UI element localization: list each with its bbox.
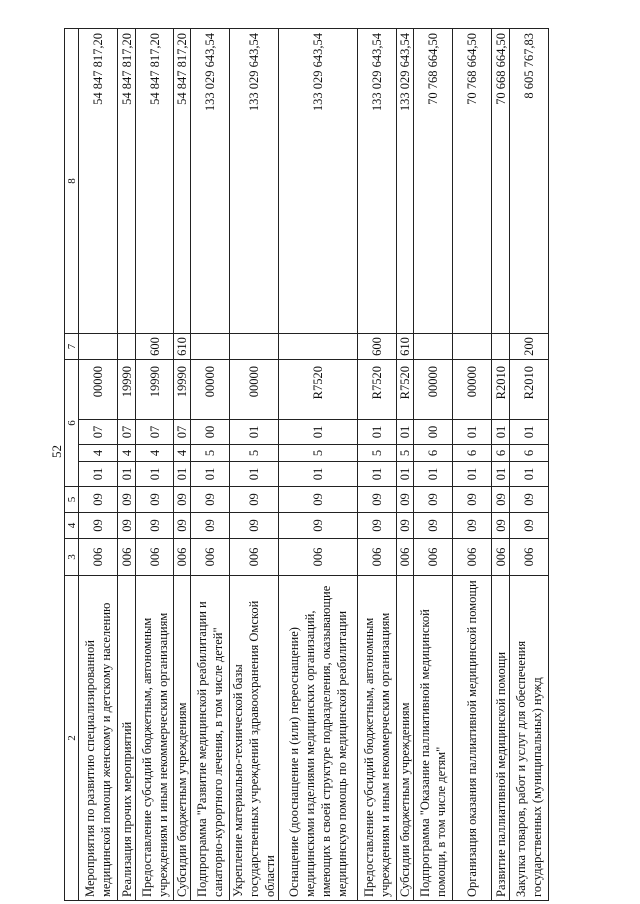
col-5-code: 09 [358, 487, 397, 513]
row-name: Предоставление субсидий бюджетным, автономным учреждениям и иным некоммерческим организациям [136, 576, 174, 901]
row-name: Развитие паллиативной медицинской помощи [492, 576, 510, 901]
row-amount: 133 029 643,54 [397, 29, 414, 334]
budget-table [64, 28, 549, 901]
target-code-part: 01 [279, 462, 358, 487]
row-name: Подпрограмма "Развитие медицинской реабилитации и санаторно-курортного лечения, в том числе детей" [191, 576, 230, 901]
col-7-code [118, 334, 136, 360]
target-code-part: 4 [174, 445, 191, 462]
target-code-part: 01 [492, 420, 510, 445]
target-code-part: 01 [510, 462, 549, 487]
header-cell: 3 [65, 539, 79, 576]
col-4-code: 09 [230, 513, 279, 539]
col-3-code: 006 [174, 539, 191, 576]
col-4-code: 09 [510, 513, 549, 539]
col-5-code: 09 [174, 487, 191, 513]
target-code-part: 4 [118, 445, 136, 462]
col-5-code: 09 [118, 487, 136, 513]
col-5-code: 09 [279, 487, 358, 513]
col-7-code [279, 334, 358, 360]
col-5-code: 09 [136, 487, 174, 513]
col-7-code [191, 334, 230, 360]
col-4-code: 09 [79, 513, 118, 539]
row-amount: 133 029 643,54 [279, 29, 358, 334]
col-3-code: 006 [358, 539, 397, 576]
page-number: 52 [49, 445, 64, 458]
row-name: Закупка товаров, работ и услуг для обеспечения государственных (муниципальных) нужд [510, 576, 549, 901]
target-code-part: R2010 [492, 360, 510, 420]
col-4-code: 09 [492, 513, 510, 539]
target-code-part: 5 [230, 445, 279, 462]
target-code-part: 6 [414, 445, 453, 462]
target-code-part: 00000 [414, 360, 453, 420]
row-amount: 54 847 817,20 [174, 29, 191, 334]
row-name: Организация оказания паллиативной медицинской помощи [453, 576, 492, 901]
target-code-part: 01 [358, 462, 397, 487]
table-row [358, 29, 397, 901]
target-code-part: 01 [453, 462, 492, 487]
target-code-part: R7520 [358, 360, 397, 420]
row-name: Субсидии бюджетным учреждениям [397, 576, 414, 901]
target-code-part: R2010 [510, 360, 549, 420]
target-code-part: 01 [230, 462, 279, 487]
target-code-part: 01 [397, 462, 414, 487]
target-code-part: 01 [136, 462, 174, 487]
col-5-code: 09 [414, 487, 453, 513]
row-amount: 70 768 664,50 [414, 29, 453, 334]
target-code-part: 19990 [118, 360, 136, 420]
target-code-part: 01 [492, 462, 510, 487]
target-code-part: 00000 [230, 360, 279, 420]
col-5-code: 09 [230, 487, 279, 513]
table-row [174, 29, 191, 901]
table-row [397, 29, 414, 901]
col-3-code: 006 [453, 539, 492, 576]
header-cell: 8 [65, 29, 79, 334]
col-3-code: 006 [397, 539, 414, 576]
target-code-part: 6 [453, 445, 492, 462]
table-row [79, 29, 118, 901]
header-cell: 6 [65, 360, 79, 487]
col-4-code: 09 [191, 513, 230, 539]
row-amount: 133 029 643,54 [230, 29, 279, 334]
target-code-part: 5 [358, 445, 397, 462]
col-4-code: 09 [174, 513, 191, 539]
col-3-code: 006 [79, 539, 118, 576]
target-code-part: 00000 [79, 360, 118, 420]
header-cell: 5 [65, 487, 79, 513]
target-code-part: 01 [118, 462, 136, 487]
col-3-code: 006 [279, 539, 358, 576]
col-4-code: 09 [279, 513, 358, 539]
row-name: Субсидии бюджетным учреждениям [174, 576, 191, 901]
col-7-code: 610 [397, 334, 414, 360]
col-4-code: 09 [397, 513, 414, 539]
row-amount: 70 768 664,50 [453, 29, 492, 334]
target-code-part: 6 [492, 445, 510, 462]
row-amount: 54 847 817,20 [118, 29, 136, 334]
row-name: Укрепление материально-технической базы государственных учреждений здравоохранения Омской области [230, 576, 279, 901]
col-7-code: 600 [136, 334, 174, 360]
target-code-part: 01 [79, 462, 118, 487]
table-row [279, 29, 358, 901]
col-7-code [79, 334, 118, 360]
col-7-code: 600 [358, 334, 397, 360]
row-name: Подпрограмма "Оказание паллиативной медицинской помощи, в том числе детям" [414, 576, 453, 901]
col-3-code: 006 [492, 539, 510, 576]
target-code-part: R7520 [397, 360, 414, 420]
target-code-part: 01 [414, 462, 453, 487]
col-3-code: 006 [191, 539, 230, 576]
table-row [414, 29, 453, 901]
target-code-part: 5 [279, 445, 358, 462]
target-code-part: 6 [510, 445, 549, 462]
table-header-row [65, 29, 79, 901]
header-cell: 2 [65, 576, 79, 901]
header-cell: 4 [65, 513, 79, 539]
target-code-part: 5 [191, 445, 230, 462]
col-4-code: 09 [136, 513, 174, 539]
target-code-part: 00000 [191, 360, 230, 420]
table-row [510, 29, 549, 901]
col-5-code: 09 [397, 487, 414, 513]
col-3-code: 006 [510, 539, 549, 576]
target-code-part: 01 [510, 420, 549, 445]
table-row [492, 29, 510, 901]
table-row [230, 29, 279, 901]
col-3-code: 006 [136, 539, 174, 576]
col-4-code: 09 [118, 513, 136, 539]
target-code-part: 4 [136, 445, 174, 462]
target-code-part: 07 [136, 420, 174, 445]
table-row [191, 29, 230, 901]
target-code-part: 01 [279, 420, 358, 445]
target-code-part: 01 [453, 420, 492, 445]
row-name: Предоставление субсидий бюджетным, автономным учреждениям и иным некоммерческим организациям [358, 576, 397, 901]
target-code-part: 01 [230, 420, 279, 445]
row-name: Оснащение (дооснащение и (или) переоснащение) медицинскими изделиями медицинских организаций, имеющих в своей структуре подразделения, оказывающие медицинскую помощь по медицинской реабилитации [279, 576, 358, 901]
col-7-code [453, 334, 492, 360]
target-code-part: 01 [174, 462, 191, 487]
target-code-part: 00000 [453, 360, 492, 420]
target-code-part: 01 [397, 420, 414, 445]
col-7-code: 200 [510, 334, 549, 360]
row-amount: 133 029 643,54 [358, 29, 397, 334]
table-body [79, 29, 549, 901]
table-row [453, 29, 492, 901]
row-amount: 70 668 664,50 [492, 29, 510, 334]
target-code-part: 07 [118, 420, 136, 445]
col-3-code: 006 [230, 539, 279, 576]
col-5-code: 09 [453, 487, 492, 513]
target-code-part: 4 [79, 445, 118, 462]
col-5-code: 09 [510, 487, 549, 513]
target-code-part: R7520 [279, 360, 358, 420]
col-4-code: 09 [414, 513, 453, 539]
header-cell: 7 [65, 334, 79, 360]
target-code-part: 00 [191, 420, 230, 445]
col-3-code: 006 [414, 539, 453, 576]
col-5-code: 09 [492, 487, 510, 513]
col-7-code [230, 334, 279, 360]
row-amount: 133 029 643,54 [191, 29, 230, 334]
col-5-code: 09 [191, 487, 230, 513]
target-code-part: 5 [397, 445, 414, 462]
target-code-part: 19990 [174, 360, 191, 420]
row-name: Мероприятия по развитию специализированной медицинской помощи женскому и детскому населению [79, 576, 118, 901]
target-code-part: 01 [358, 420, 397, 445]
table-row [118, 29, 136, 901]
row-amount: 54 847 817,20 [136, 29, 174, 334]
row-amount: 8 605 767,83 [510, 29, 549, 334]
target-code-part: 07 [174, 420, 191, 445]
rotated-content [0, 24, 640, 904]
row-amount: 54 847 817,20 [79, 29, 118, 334]
col-4-code: 09 [358, 513, 397, 539]
col-3-code: 006 [118, 539, 136, 576]
col-7-code [414, 334, 453, 360]
col-5-code: 09 [79, 487, 118, 513]
col-7-code: 610 [174, 334, 191, 360]
target-code-part: 07 [79, 420, 118, 445]
target-code-part: 19990 [136, 360, 174, 420]
row-name: Реализация прочих мероприятий [118, 576, 136, 901]
col-4-code: 09 [453, 513, 492, 539]
target-code-part: 01 [191, 462, 230, 487]
col-7-code [492, 334, 510, 360]
target-code-part: 00 [414, 420, 453, 445]
table-row [136, 29, 174, 901]
